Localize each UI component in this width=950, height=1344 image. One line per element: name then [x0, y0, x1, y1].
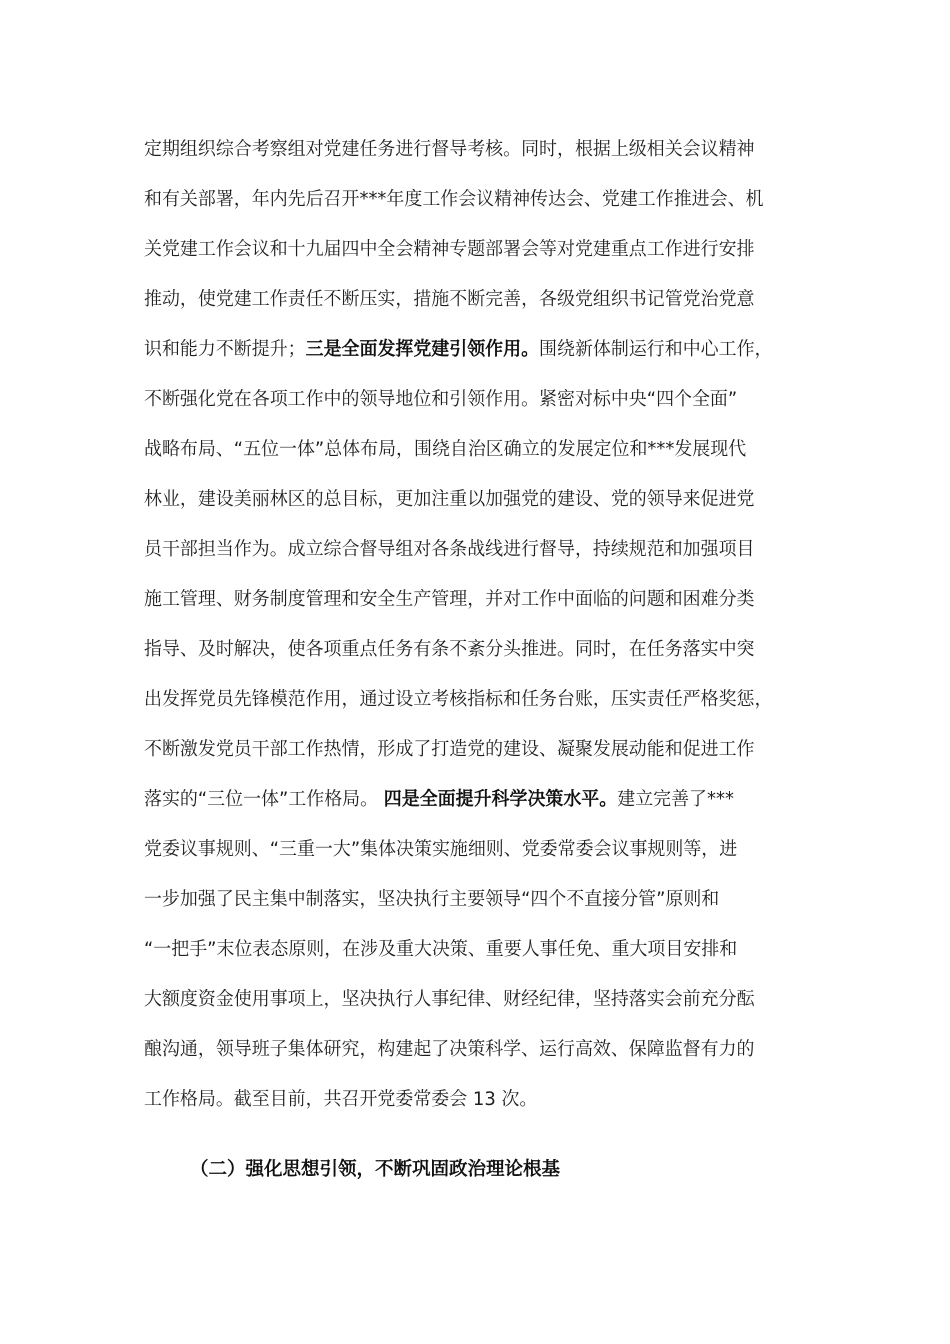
text-segment: 建立完善了***: [617, 789, 734, 810]
text-line: [144, 483, 804, 517]
text-segment: 员干部担当作为。成立综合督导组对各条战线进行督导，持续规范和加强项目: [144, 539, 755, 560]
text-segment: 定期组织综合考察组对党建任务进行督导考核。同时，根据上级相关会议精神: [144, 139, 755, 160]
text-line: [144, 883, 804, 917]
text-line: [144, 283, 804, 317]
text-line: [144, 583, 804, 617]
text-segment: 党委议事规则、“三重一大”集体决策实施细则、党委常委会议事规则等，进: [144, 839, 738, 860]
text-segment: 识和能力不断提升；: [144, 339, 306, 360]
text-segment: 和有关部署，年内先后召开***年度工作会议精神传达会、党建工作推进会、机: [144, 189, 764, 210]
text-line: [144, 733, 804, 767]
text-segment: 大额度资金使用事项上，坚决执行人事纪律、财经纪律，坚持落实会前充分酝: [144, 989, 755, 1010]
text-line: [144, 683, 804, 717]
text-line: [144, 783, 804, 817]
text-segment: 战略布局、“五位一体”总体布局，围绕自治区确立的发展定位和***发展现代: [144, 439, 747, 460]
text-segment: 出发挥党员先锋模范作用，通过设立考核指标和任务台账，压实责任严格奖惩，: [144, 689, 773, 710]
bold-phrase: 四是全面提升科学决策水平。: [383, 789, 618, 810]
text-line: [144, 133, 804, 167]
text-line: [144, 533, 804, 567]
text-segment: 工作格局。截至目前，共召开党委常委会 13 次。: [144, 1089, 538, 1110]
text-segment: 推动，使党建工作责任不断压实，措施不断完善，各级党组织书记管党治党意: [144, 289, 755, 310]
text-segment: 林业，建设美丽林区的总目标，更加注重以加强党的建设、党的领导来促进党: [144, 489, 755, 510]
text-segment: 指导、及时解决，使各项重点任务有条不紊分头推进。同时，在任务落实中突: [144, 639, 755, 660]
text-line: [144, 1033, 804, 1067]
text-line: [144, 933, 804, 967]
bold-phrase: 三是全面发挥党建引领作用。: [305, 339, 540, 360]
text-line: [144, 1083, 804, 1117]
text-line: [144, 333, 804, 367]
text-segment: 落实的“三位一体”工作格局。: [144, 789, 384, 810]
text-segment: 一步加强了民主集中制落实，坚决执行主要领导“四个不直接分管”原则和: [144, 889, 720, 910]
text-segment: “一把手”末位表态原则，在涉及重大决策、重要人事任免、重大项目安排和: [144, 939, 738, 960]
text-line: [144, 833, 804, 867]
text-line: [144, 983, 804, 1017]
text-segment: 不断强化党在各项工作中的领导地位和引领作用。紧密对标中央“四个全面”: [144, 389, 738, 410]
text-segment: 不断激发党员干部工作热情，形成了打造党的建设、凝聚发展动能和促进工作: [144, 739, 755, 760]
text-line: [144, 633, 804, 667]
text-segment: 围绕新体制运行和中心工作，: [539, 339, 773, 360]
section-heading: （二）强化思想引领，不断巩固政治理论根基: [190, 1159, 561, 1180]
text-line: [144, 383, 804, 417]
text-line: [144, 233, 804, 267]
text-segment: 施工管理、财务制度管理和安全生产管理，并对工作中面临的问题和困难分类: [144, 589, 755, 610]
text-segment: 关党建工作会议和十九届四中全会精神专题部署会等对党建重点工作进行安排: [144, 239, 755, 260]
text-line: [144, 183, 804, 217]
text-line: [144, 433, 804, 467]
text-segment: 酿沟通，领导班子集体研究，构建起了决策科学、运行高效、保障监督有力的: [144, 1039, 755, 1060]
